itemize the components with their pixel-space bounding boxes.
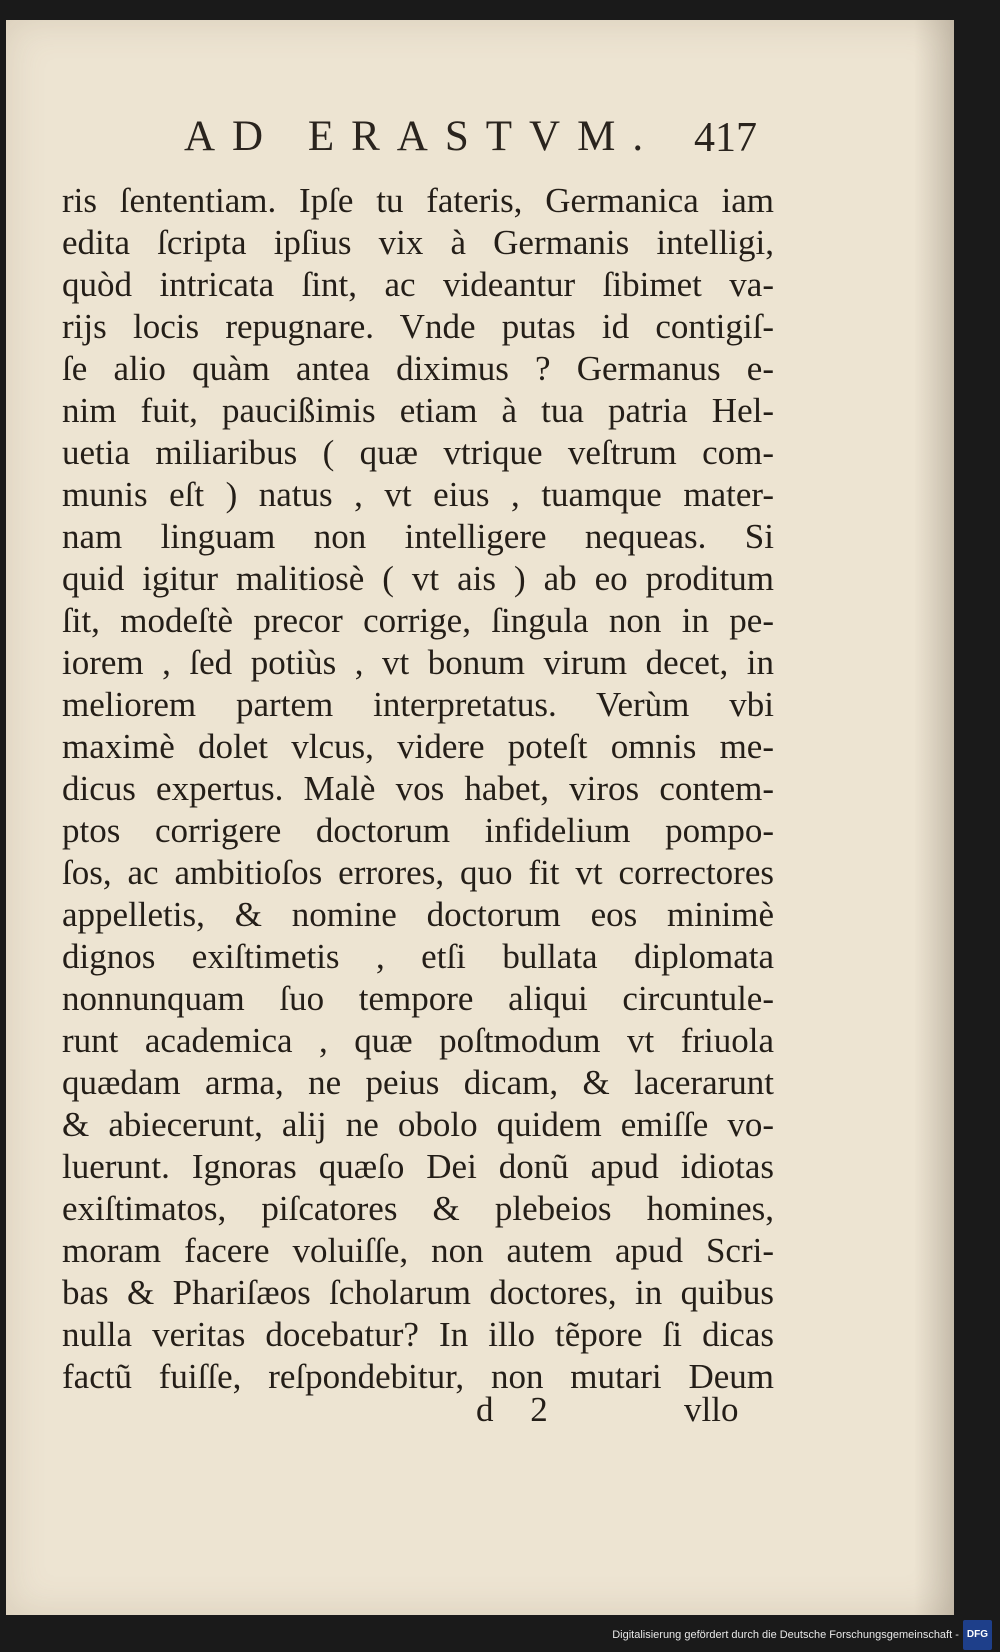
- digitization-credit: [612, 1622, 992, 1648]
- dfg-logo: DFG: [963, 1620, 992, 1650]
- text-line: ſit, modeſtè precor corrige, ſingula non in pe-: [62, 601, 774, 640]
- text-line: runt academica , quæ poſtmodum vt friuola: [62, 1021, 774, 1060]
- page-header: [6, 112, 954, 172]
- page-number: 417: [694, 115, 757, 161]
- text-line: exiſtimatos, piſcatores & plebeios homines,: [62, 1189, 774, 1228]
- text-line: quid igitur malitiosè ( vt ais ) ab eo proditum: [62, 559, 774, 598]
- page-shadow: [914, 20, 954, 1615]
- text-line: nam linguam non intelligere nequeas. Si: [62, 517, 774, 556]
- text-line: ſe alio quàm antea diximus ? Germanus e-: [62, 349, 774, 388]
- text-line: ſos, ac ambitioſos errores, quo fit vt correctores: [62, 853, 774, 892]
- text-line: quòd intricata ſint, ac videantur ſibimet va-: [62, 265, 774, 304]
- text-line: luerunt. Ignoras quæſo Dei donũ apud idiotas: [62, 1147, 774, 1186]
- text-line: factũ fuiſſe, reſpondebitur, non mutari Deum: [62, 1357, 774, 1396]
- text-line: bas & Phariſæos ſcholarum doctores, in quibus: [62, 1273, 774, 1312]
- text-line: & abiecerunt, alij ne obolo quidem emiſſe vo-: [62, 1105, 774, 1144]
- text-line: meliorem partem interpretatus. Verùm vbi: [62, 685, 774, 724]
- text-line: edita ſcripta ipſius vix à Germanis intelligi,: [62, 223, 774, 262]
- text-line: quædam arma, ne peius dicam, & lacerarunt: [62, 1063, 774, 1102]
- text-line: ris ſententiam. Ipſe tu fateris, Germanica iam: [62, 181, 774, 220]
- text-line: rijs locis repugnare. Vnde putas id contigiſ-: [62, 307, 774, 346]
- text-line: dicus expertus. Malè vos habet, viros contem-: [62, 769, 774, 808]
- book-page: [6, 20, 954, 1615]
- page-footer: [6, 1390, 954, 1440]
- text-line: nonnunquam ſuo tempore aliqui circuntule-: [62, 979, 774, 1018]
- text-line: dignos exiſtimetis , etſi bullata diplomata: [62, 937, 774, 976]
- running-head: AD ERASTVM.: [184, 113, 661, 160]
- body-text: [62, 180, 774, 1398]
- text-line: ptos corrigere doctorum infidelium pompo-: [62, 811, 774, 850]
- text-line: maximè dolet vlcus, videre poteſt omnis me-: [62, 727, 774, 766]
- text-line: appelletis, & nomine doctorum eos minimè: [62, 895, 774, 934]
- catchword: vllo: [684, 1390, 739, 1429]
- credit-text: Digitalisierung gefördert durch die Deutsche Forschungsgemeinschaft -: [612, 1629, 959, 1641]
- text-line: munis eſt ) natus , vt eius , tuamque mater-: [62, 475, 774, 514]
- text-line: moram facere voluiſſe, non autem apud Scri-: [62, 1231, 774, 1270]
- text-line: nim fuit, paucißimis etiam à tua patria Hel-: [62, 391, 774, 430]
- text-line: nulla veritas docebatur? In illo tẽpore ſi dicas: [62, 1315, 774, 1354]
- text-line: uetia miliaribus ( quæ vtrique veſtrum com-: [62, 433, 774, 472]
- signature-mark: d 2: [476, 1390, 562, 1429]
- text-line: iorem , ſed potiùs , vt bonum virum decet, in: [62, 643, 774, 682]
